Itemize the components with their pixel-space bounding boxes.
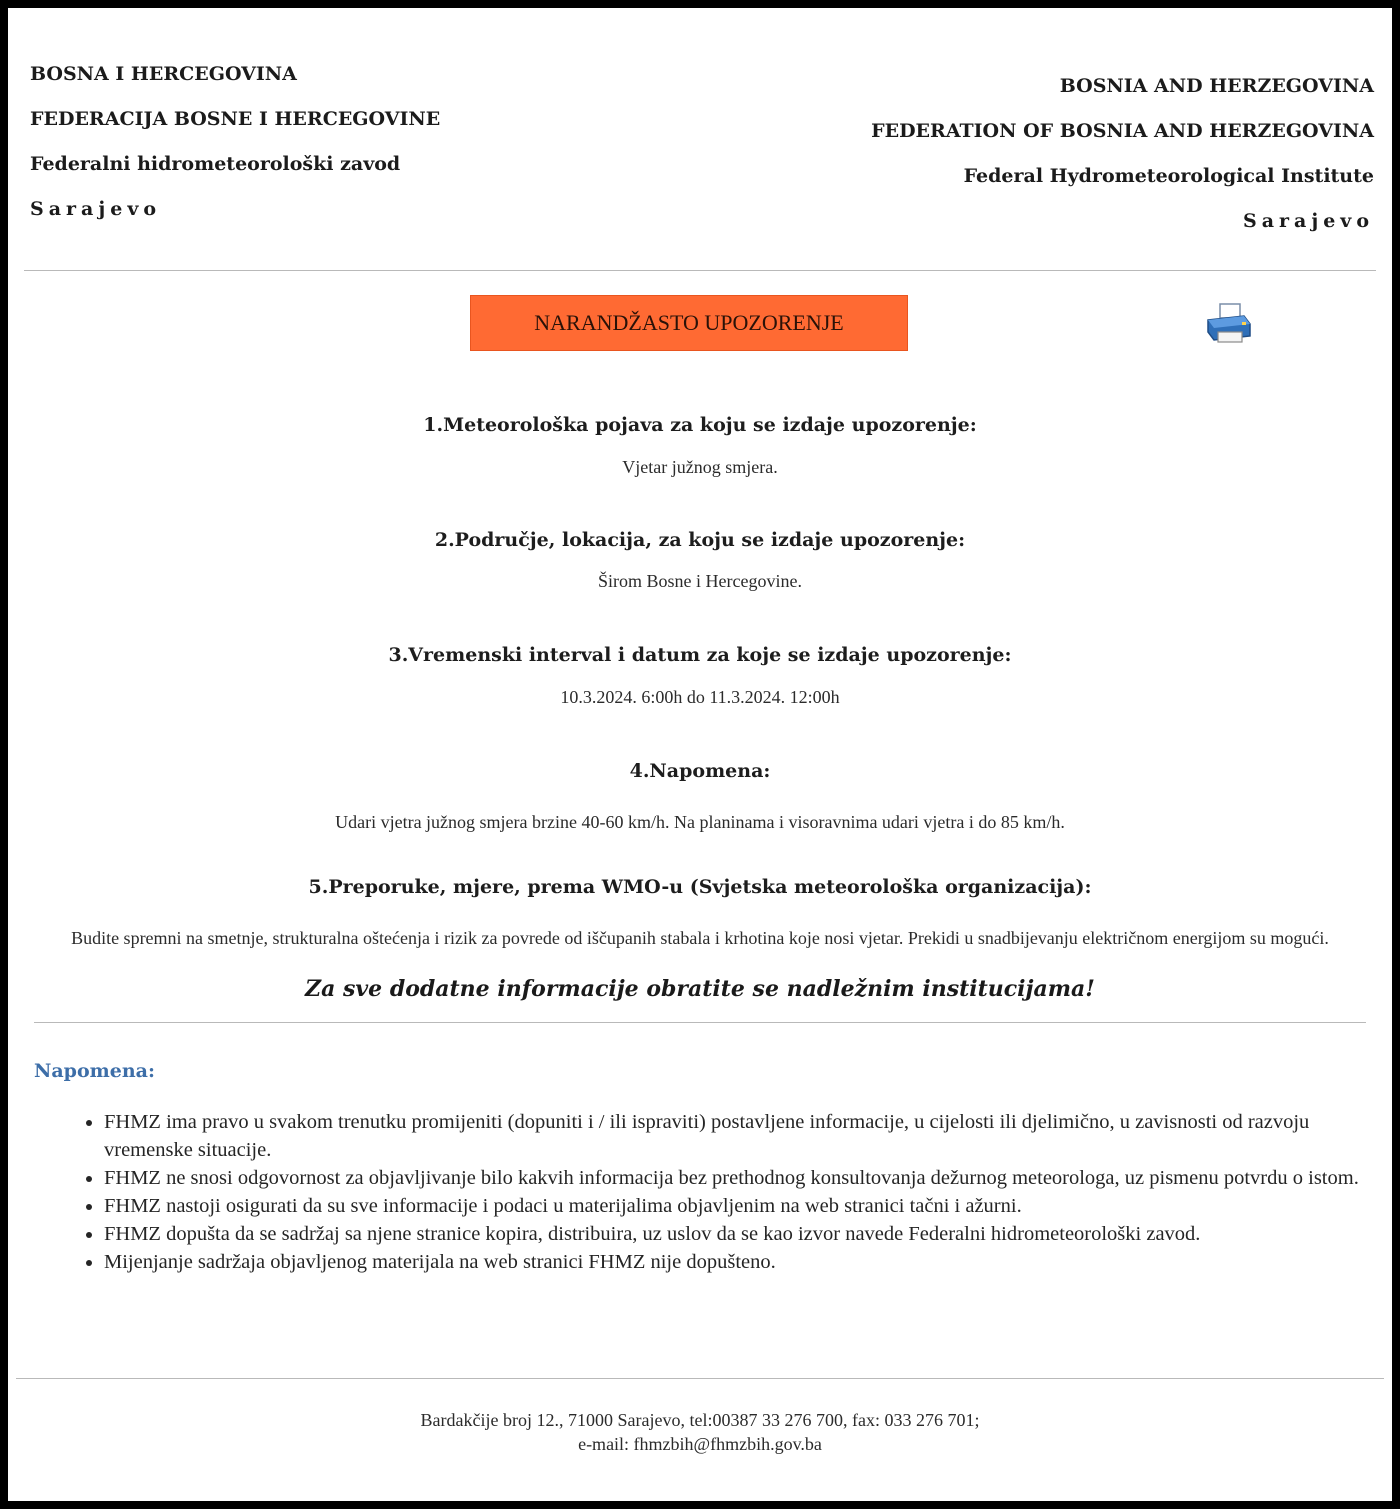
header-right-federation: FEDERATION OF BOSNIA AND HERZEGOVINA [871, 120, 1374, 142]
section-2-text: Širom Bosne i Hercegovine. [598, 571, 802, 591]
section-3-text: 10.3.2024. 6:00h do 11.3.2024. 12:00h [560, 687, 840, 707]
section-1-text: Vjetar južnog smjera. [622, 457, 778, 477]
list-item: • FHMZ dopušta da se sadržaj sa njene stranice kopira, distribuira, uz uslov da se kao izvor navede Federalni hidrometeorološki zavod. [104, 1220, 1364, 1248]
list-item: • Mijenjanje sadržaja objavljenog materijala na web stranici FHMZ nije dopušteno. [104, 1248, 1364, 1276]
header-left-country: BOSNA I HERCEGOVINA [30, 63, 297, 85]
section-5-text: Budite spremni na smetnje, strukturalna oštećenja i rizik za povrede od iščupanih stabala i krhotina koje nosi vjetar. Prekidi u snadbijevanju električnom energijom su mogući. [71, 928, 1329, 948]
footer-address: Bardakčije broj 12., 71000 Sarajevo, tel:00387 33 276 700, fax: 033 276 701; [420, 1410, 980, 1430]
section-2-title: 2.Područje, lokacija, za koju se izdaje upozorenje: [434, 529, 966, 551]
section-4-title: 4.Napomena: [629, 760, 771, 782]
section-3-title: 3.Vremenski interval i datum za koje se izdaje upozorenje: [388, 644, 1012, 666]
list-item: • FHMZ nastoji osigurati da su sve informacije i podaci u materijalima objavljenim na web stranici tačni i ažurni. [104, 1192, 1364, 1220]
header-left-federation: FEDERACIJA BOSNE I HERCEGOVINE [30, 108, 441, 130]
footer [8, 1408, 1392, 1456]
header-right-institute: Federal Hydrometeorological Institute [963, 165, 1374, 187]
orange-warning-badge: NARANDŽASTO UPOZORENJE [470, 295, 908, 351]
footer-email[interactable]: e-mail: fhmzbih@fhmzbih.gov.ba [578, 1434, 822, 1454]
section-4-text: Udari vjetra južnog smjera brzine 40-60 km/h. Na planinama i visoravnima udari vjetra i do 85 km/h. [335, 812, 1065, 832]
printer-icon[interactable] [1204, 302, 1254, 346]
header-left-city: Sarajevo [30, 198, 162, 220]
header-right-country: BOSNIA AND HERZEGOVINA [1059, 75, 1374, 97]
footer-divider [16, 1378, 1384, 1379]
list-item: • FHMZ ne snosi odgovornost za objavljivanje bilo kakvih informacija bez prethodnog konsultovanja dežurnog meteorologa, uz pismenu potvrdu o istom. [104, 1164, 1364, 1192]
header-left-institute: Federalni hidrometeorološki zavod [30, 153, 401, 175]
header-right-city: Sarajevo [1242, 210, 1374, 232]
notes-list [64, 1108, 1364, 1276]
section-1-title: 1.Meteorološka pojava za koju se izdaje upozorenje: [423, 414, 977, 436]
header-right [871, 64, 1374, 244]
header-divider [24, 270, 1376, 271]
section-5-title: 5.Preporuke, mjere, prema WMO-u (Svjetska meteorološka organizacija): [308, 876, 1092, 898]
list-item: • FHMZ ima pravo u svakom trenutku promijeniti (dopuniti i / ili ispraviti) postavljene informacije, u cijelosti ili djelimično, u zavisnosti od razvoju vremenske situacije. [104, 1108, 1364, 1164]
header-left [30, 52, 440, 232]
notes-heading: Napomena: [34, 1060, 155, 1082]
content-divider [34, 1022, 1366, 1023]
contact-institutions-note: Za sve dodatne informacije obratite se nadležnim institucijama! [305, 976, 1095, 1002]
